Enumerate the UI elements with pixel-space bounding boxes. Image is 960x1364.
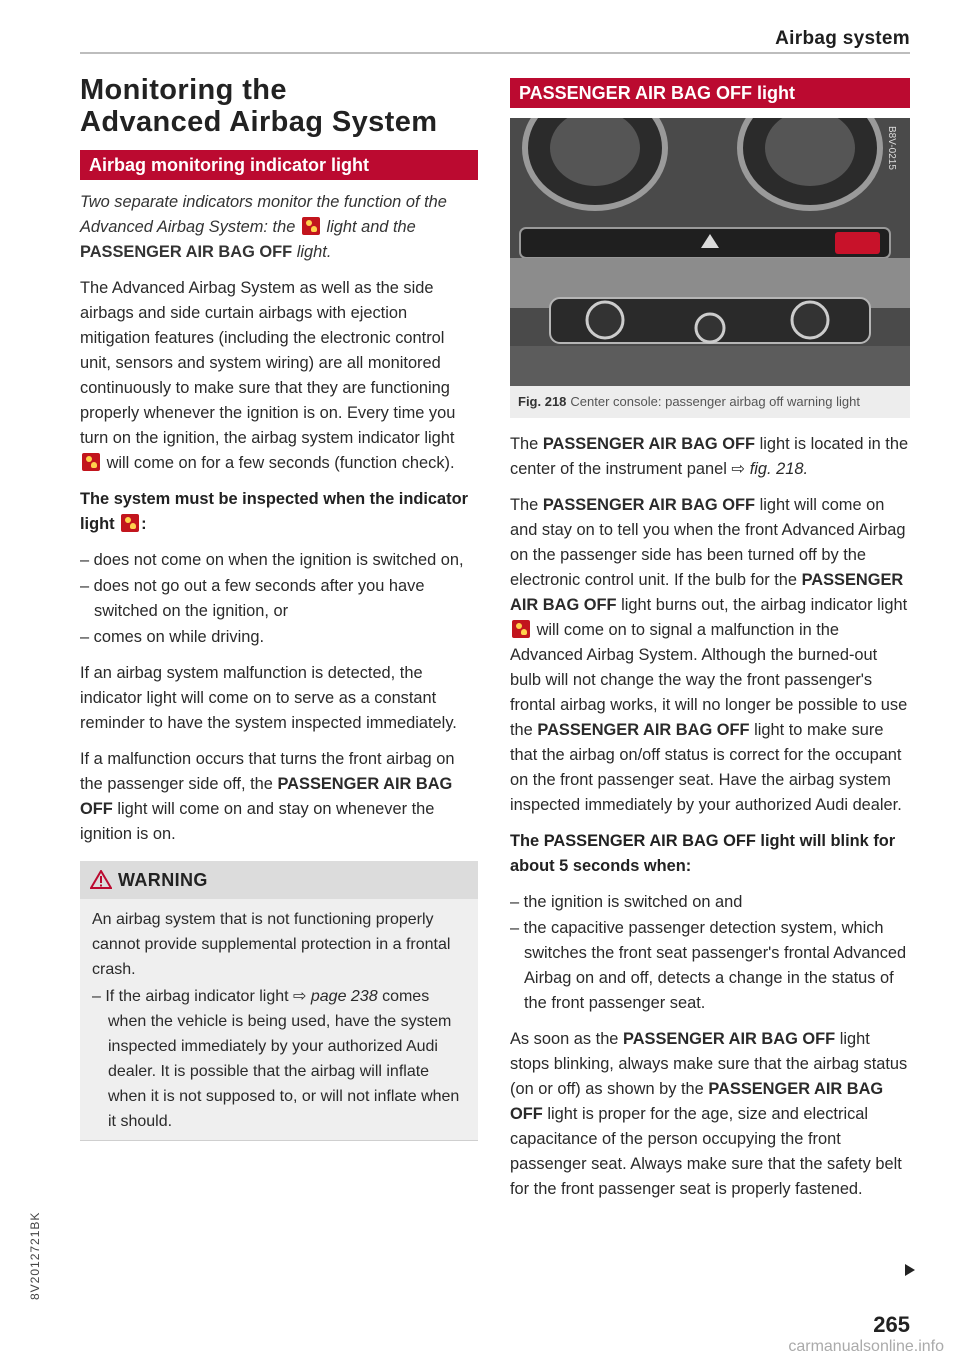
inspection-subhead: The system must be inspected when the indicator light : <box>80 490 468 533</box>
list-item: – the capacitive passenger detection system, which switches the front seat passenger's frontal Advanced Airbag on and off, detects a change in the status of the front passenger seat. <box>510 919 907 1012</box>
monitoring-banner: Airbag monitoring indicator light <box>80 150 478 180</box>
list-item: – comes on while driving. <box>80 628 265 646</box>
passenger-off-paragraph: If a malfunction occurs that turns the front airbag on the passenger side off, the PASSENGER AIR BAG OFF light will come on and stay on whenever the ignition is on. <box>80 750 455 843</box>
figure-reference-link[interactable]: ⇨ fig. 218. <box>731 460 809 478</box>
figure-caption: Fig. 218 Center console: passenger airbag off warning light <box>510 386 910 418</box>
warning-body: An airbag system that is not functioning properly cannot provide supplemental protection in a frontal crash. – If the airbag indicator light ⇨ page 238 comes when the vehicle is being used, have the system inspected immediately by your authorized Audi dealer. It is possible that the airbag will inflate when it is not supposed to, or will not inflate when it should. <box>80 899 478 1140</box>
list-item: – does not come on when the ignition is switched on, <box>80 551 464 569</box>
blink-conditions-list <box>510 890 910 1016</box>
warning-header: WARNING <box>80 861 478 899</box>
status-paragraph: The PASSENGER AIR BAG OFF light will come on and stay on to tell you when the front Advanced Airbag on the passenger side has been turned off by the electronic control unit. If the bulb for the PASSENGER AIR BAG OFF light burns out, the airbag indicator light will come on to signal a malfunction in the Advanced Airbag System. Although the burned-out bulb will not change the way the front passenger's frontal airbag works, it will no longer be possible to use the PASSENGER AIR BAG OFF light to make sure that the airbag on/off status is correct for the occupant on the front passenger seat. Have the airbag system inspected immediately by your authorized Audi dealer. <box>510 496 908 814</box>
airbag-warning-icon <box>512 620 530 638</box>
watermark: carmanualsonline.info <box>788 1338 944 1355</box>
passenger-airbag-banner: PASSENGER AIR BAG OFF light <box>510 78 910 108</box>
figure-code: B8V-0215 <box>886 126 897 170</box>
status-check-paragraph: As soon as the PASSENGER AIR BAG OFF light stops blinking, always make sure that the airbag status (on or off) as shown by the PASSENGER AIR BAG OFF light is proper for the age, size and electrical capacitance of the person occupying the front passenger seat. Always make sure that the safety belt for the front passenger seat is properly fastened. <box>510 1030 908 1198</box>
monitoring-paragraph: The Advanced Airbag System as well as the side airbags and side curtain airbags with ejection mitigation features (including the electronic control unit, sensors and system wiring) are all monitored continuously to make sure that they are functioning properly whenever the ignition is on. Every time you turn on the ignition, the airbag system indicator light will come on for a few seconds (function check). <box>80 279 456 472</box>
continue-arrow-icon <box>905 1264 915 1276</box>
list-item: – does not go out a few seconds after you have switched on the ignition, or <box>80 577 425 620</box>
left-column <box>80 74 478 1141</box>
malfunction-paragraph: If an airbag system malfunction is detected, the indicator light will come on to serve as a constant reminder to have the system inspected immediately. <box>80 664 457 732</box>
header-rule <box>80 52 910 54</box>
title-line-1: Monitoring the <box>80 74 287 106</box>
section-title: Airbag system <box>775 28 910 49</box>
warning-triangle-icon <box>90 870 112 889</box>
page-title <box>80 74 478 138</box>
list-item: – the ignition is switched on and <box>510 893 743 911</box>
center-console-photo <box>510 118 910 386</box>
document-code: 8V2012721BK <box>28 1211 42 1300</box>
center-console-figure <box>510 118 910 386</box>
warning-box <box>80 861 478 1141</box>
title-line-2: Advanced Airbag System <box>80 106 438 138</box>
location-paragraph: The PASSENGER AIR BAG OFF light is located in the center of the instrument panel ⇨ fig. 218. <box>510 435 909 478</box>
warning-list-item: – If the airbag indicator light ⇨ page 238 comes when the vehicle is being used, have the system inspected immediately by your authorized Audi dealer. It is possible that the airbag will inflate when it is not supposed to, or will not inflate when it should. <box>92 988 460 1130</box>
page-reference-link[interactable]: ⇨ page 238 <box>293 988 378 1005</box>
airbag-warning-icon <box>82 453 100 471</box>
airbag-warning-icon <box>121 514 139 532</box>
blink-subhead: The PASSENGER AIR BAG OFF light will blink for about 5 seconds when: <box>510 832 896 875</box>
airbag-warning-icon <box>302 217 320 235</box>
page-number: 265 <box>873 1312 910 1337</box>
right-column <box>510 78 910 1213</box>
intro-text: Two separate indicators monitor the function of the Advanced Airbag System: the light and the PASSENGER AIR BAG OFF light. <box>80 193 447 261</box>
inspection-list <box>80 548 478 650</box>
